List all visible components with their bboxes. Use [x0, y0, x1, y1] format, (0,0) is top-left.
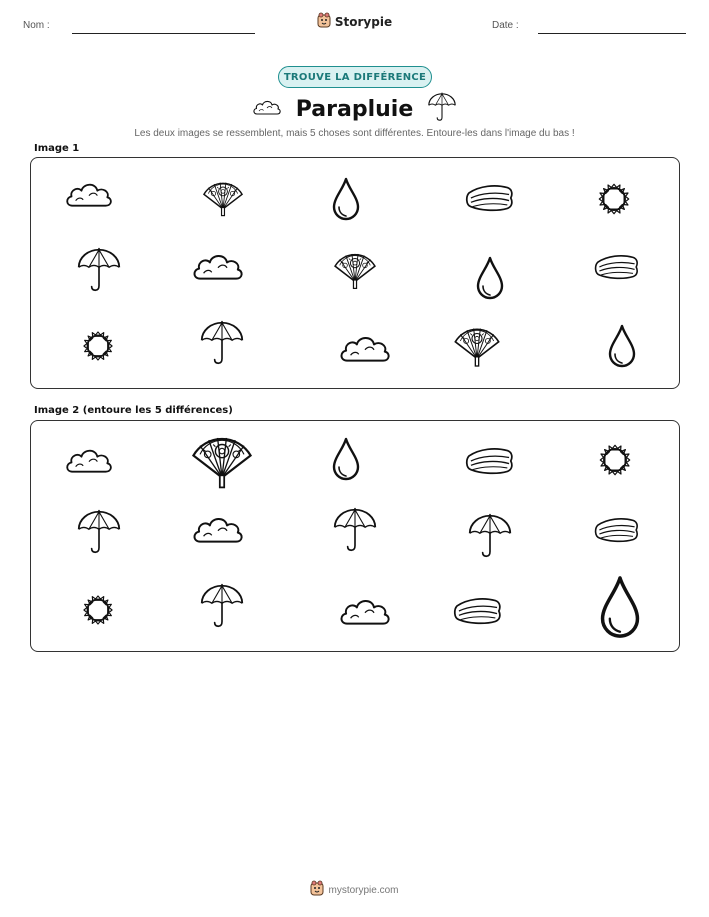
- umbrella-icon[interactable]: [467, 513, 513, 559]
- name-line[interactable]: [72, 33, 255, 34]
- date-label: Date :: [492, 20, 519, 31]
- towel-icon: [464, 180, 516, 216]
- cloud-icon[interactable]: [338, 593, 392, 629]
- fan-icon[interactable]: [189, 431, 255, 491]
- umbrella-icon: [427, 92, 457, 126]
- brand-logo: [0, 12, 709, 32]
- drop-icon: [330, 177, 362, 221]
- towel-icon: [593, 250, 641, 284]
- cloud-icon: [191, 248, 245, 284]
- towel-icon[interactable]: [464, 443, 516, 479]
- umbrella-icon[interactable]: [199, 583, 245, 629]
- image1-panel: [30, 157, 680, 389]
- umbrella-icon[interactable]: [76, 509, 122, 555]
- instructions: Les deux images se ressemblent, mais 5 choses sont différentes. Entoure-les dans l'image du bas !: [134, 128, 575, 139]
- fan-icon: [452, 325, 502, 367]
- sun-icon[interactable]: [76, 588, 120, 632]
- fan-icon: [332, 250, 378, 290]
- image2-label: Image 2 (entoure les 5 différences): [34, 405, 233, 416]
- fan-icon: [201, 178, 245, 218]
- image2-panel[interactable]: [30, 420, 680, 652]
- umbrella-icon: [76, 247, 122, 293]
- drop-icon[interactable]: [330, 437, 362, 481]
- cloud-icon: [338, 330, 392, 366]
- title-row: [0, 92, 709, 126]
- towel-icon[interactable]: [593, 513, 641, 547]
- drop-icon: [606, 324, 638, 368]
- sun-icon: [591, 176, 637, 222]
- footer: [0, 880, 709, 900]
- drop-icon[interactable]: [597, 575, 643, 639]
- storypie-mascot-icon: [317, 12, 331, 32]
- page-title: Parapluie: [295, 96, 414, 122]
- cloud-icon: [64, 177, 114, 211]
- activity-badge: TROUVE LA DIFFÉRENCE: [278, 66, 432, 88]
- cloud-icon[interactable]: [64, 443, 114, 477]
- image1-label: Image 1: [34, 143, 80, 154]
- towel-icon[interactable]: [452, 593, 504, 629]
- name-label: Nom :: [23, 20, 50, 31]
- cloud-icon[interactable]: [191, 511, 245, 547]
- umbrella-icon[interactable]: [332, 507, 378, 553]
- drop-icon: [474, 256, 506, 300]
- brand-name: Storypie: [334, 15, 393, 29]
- footer-url: mystorypie.com: [328, 884, 399, 896]
- storypie-mascot-icon: [310, 880, 324, 900]
- cloud-icon: [252, 97, 282, 121]
- umbrella-icon: [199, 320, 245, 366]
- sun-icon: [76, 324, 120, 368]
- sun-icon[interactable]: [592, 437, 638, 483]
- date-line[interactable]: [538, 33, 686, 34]
